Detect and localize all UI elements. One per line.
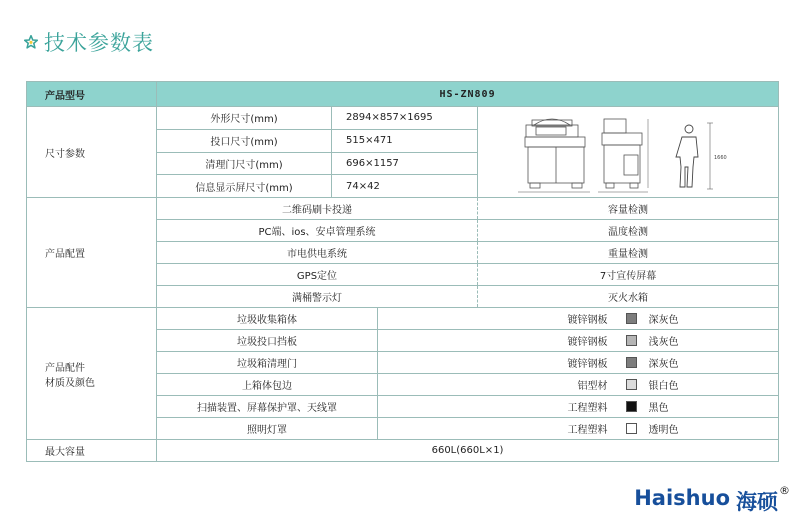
page-heading <box>24 28 154 56</box>
part-color <box>650 352 779 374</box>
product-drawing <box>478 107 779 198</box>
side-view <box>598 119 648 192</box>
page-title: 技术参数表 <box>44 31 154 55</box>
dimension-value: 74×42 <box>332 175 478 198</box>
part-name: 上箱体包边 <box>157 374 378 396</box>
parts-label <box>27 308 157 440</box>
parts-label-line2: 材质及颜色 <box>45 377 95 389</box>
logo-text-en: Haishuo <box>634 486 730 510</box>
part-color <box>650 308 779 330</box>
color-name: 黑色 <box>648 403 669 414</box>
part-name: 扫描装置、屏幕保护罩、天线罩 <box>157 396 378 418</box>
spec-table <box>26 81 779 462</box>
human-figure <box>676 123 713 189</box>
dimension-name: 信息显示屏尺寸(mm) <box>157 175 332 198</box>
config-feature-right: 7寸宣传屏幕 <box>478 264 779 286</box>
color-name: 银白色 <box>648 381 679 392</box>
model-row <box>27 82 779 107</box>
part-name: 照明灯罩 <box>157 418 378 440</box>
star-icon <box>24 35 38 49</box>
logo-text-cn: 海硕 <box>736 489 778 514</box>
part-name: 垃圾收集箱体 <box>157 308 378 330</box>
config-feature-right: 灭火水箱 <box>478 286 779 308</box>
part-material: 工程塑料 <box>378 418 650 440</box>
part-material: 镀锌钢板 <box>378 308 650 330</box>
config-feature-right: 温度检测 <box>478 220 779 242</box>
model-value: HS-ZN809 <box>157 82 779 107</box>
color-swatch <box>626 313 637 324</box>
config-row <box>27 198 779 220</box>
part-color <box>650 330 779 352</box>
part-material: 镀锌钢板 <box>378 330 650 352</box>
config-feature-left: GPS定位 <box>157 264 478 286</box>
brand-logo <box>634 486 790 516</box>
parts-label-line1: 产品配件 <box>45 362 85 374</box>
part-color <box>650 418 779 440</box>
color-name: 透明色 <box>648 425 679 436</box>
capacity-row <box>27 440 779 462</box>
dimension-value: 515×471 <box>332 129 478 152</box>
config-feature-left: PC端、ios、安卓管理系统 <box>157 220 478 242</box>
dimensions-label: 尺寸参数 <box>27 107 157 198</box>
config-feature-right: 重量检测 <box>478 242 779 264</box>
config-label: 产品配置 <box>27 198 157 308</box>
product-drawing-svg <box>478 107 778 197</box>
dimension-name: 外形尺寸(mm) <box>157 107 332 130</box>
dimension-value: 2894×857×1695 <box>332 107 478 130</box>
color-swatch <box>626 401 637 412</box>
color-swatch <box>626 423 637 434</box>
parts-row <box>27 308 779 330</box>
part-material: 铝型材 <box>378 374 650 396</box>
config-feature-right: 容量检测 <box>478 198 779 220</box>
part-material: 工程塑料 <box>378 396 650 418</box>
dimension-row <box>27 107 779 130</box>
capacity-label: 最大容量 <box>27 440 157 462</box>
color-swatch <box>626 379 637 390</box>
color-name: 深灰色 <box>648 315 679 326</box>
color-name: 深灰色 <box>648 359 679 370</box>
dimension-name: 清理门尺寸(mm) <box>157 152 332 175</box>
front-view <box>518 119 590 192</box>
color-name: 浅灰色 <box>648 337 679 348</box>
dimension-name: 投口尺寸(mm) <box>157 129 332 152</box>
color-swatch <box>626 357 637 368</box>
capacity-value: 660L(660L×1) <box>157 440 779 462</box>
part-material: 镀锌钢板 <box>378 352 650 374</box>
registered-mark: ® <box>779 484 790 497</box>
dimension-value: 696×1157 <box>332 152 478 175</box>
model-label: 产品型号 <box>27 82 157 107</box>
config-feature-left: 二维码刷卡投递 <box>157 198 478 220</box>
color-swatch <box>626 335 637 346</box>
height-label: 1660 <box>714 155 727 161</box>
part-color <box>650 396 779 418</box>
config-feature-left: 满桶警示灯 <box>157 286 478 308</box>
part-color <box>650 374 779 396</box>
part-name: 垃圾箱清理门 <box>157 352 378 374</box>
part-name: 垃圾投口挡板 <box>157 330 378 352</box>
config-feature-left: 市电供电系统 <box>157 242 478 264</box>
